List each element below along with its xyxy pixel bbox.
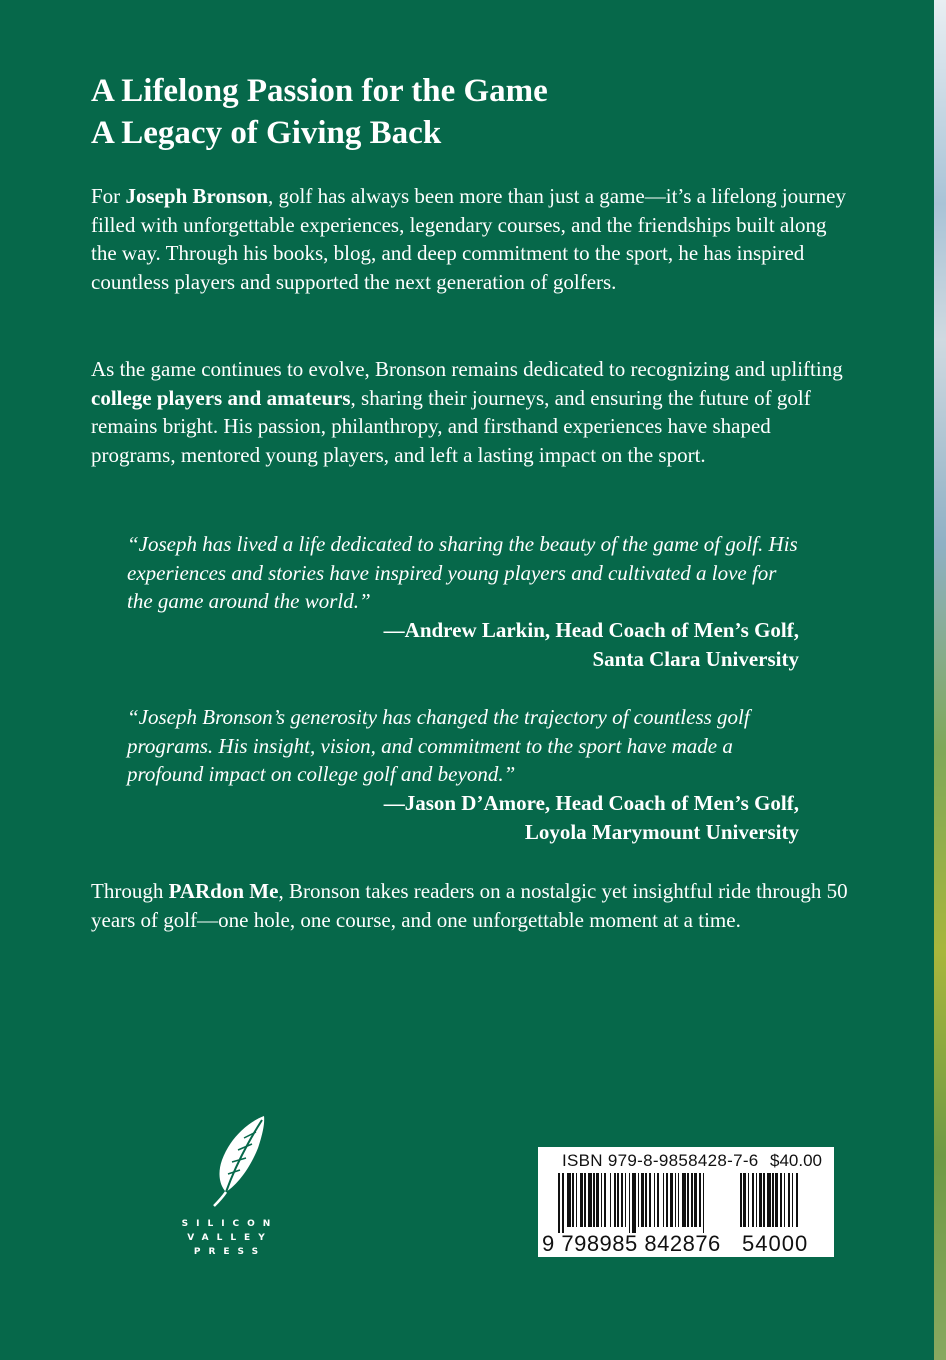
publisher-name-line-3: PRESS — [193, 1247, 267, 1257]
front-cover-edge-photo — [934, 0, 946, 1360]
barcode-bar — [604, 1173, 606, 1227]
barcode-bar — [792, 1173, 793, 1227]
barcode-bar — [654, 1173, 655, 1227]
barcode-bar — [767, 1173, 771, 1227]
book-title: PARdon Me — [168, 879, 279, 903]
barcode-bar — [649, 1173, 651, 1227]
barcode-bar — [694, 1173, 697, 1227]
barcode-bar — [629, 1173, 630, 1233]
testimonial-larkin — [127, 530, 807, 674]
barcode-bar — [748, 1173, 749, 1227]
barcode-bar — [670, 1173, 673, 1227]
ean13-bars — [558, 1173, 736, 1233]
barcode-bar — [743, 1173, 746, 1227]
barcode-bar — [780, 1173, 782, 1227]
barcode-bar — [763, 1173, 765, 1227]
barcode-bar — [657, 1173, 659, 1227]
barcode-bar — [675, 1173, 676, 1227]
legacy-paragraph: As the game continues to evolve, Bronson remains dedicated to recognizing and uplifting college players and amateurs, sharing their journeys, and ensuring the future of golf remains bright. His passion, philanthropy, and firsthand experiences have shaped programs, mentored young players, and left a lasting impact on the sport. — [91, 357, 843, 468]
barcode-bar — [641, 1173, 644, 1227]
publisher-name-line-1: SILICON — [181, 1219, 279, 1229]
barcode-bar — [588, 1173, 592, 1227]
barcode-bar — [666, 1173, 668, 1227]
barcode-bar — [614, 1173, 616, 1227]
barcode-bar — [621, 1173, 623, 1227]
barcode-bar — [601, 1173, 602, 1227]
barcode-bar — [572, 1173, 574, 1227]
barcode-bar — [562, 1173, 564, 1233]
headline-line-1: A Lifelong Passion for the Game — [91, 73, 548, 109]
barcode-bar — [625, 1173, 626, 1227]
addon-bars — [740, 1173, 824, 1233]
testimonial-attribution: —Andrew Larkin, Head Coach of Men’s Golf, Santa Clara University — [383, 618, 799, 671]
publisher-name-line-2: VALLEY — [187, 1233, 273, 1243]
barcode-bar — [756, 1173, 757, 1227]
college-players-emphasis: college players and amateurs — [91, 385, 351, 410]
barcode-digits-addon: 54000 — [742, 1231, 809, 1256]
barcode-bar — [740, 1173, 742, 1227]
barcode-bar — [796, 1173, 798, 1227]
barcode-bar — [687, 1173, 689, 1227]
testimonial-attribution: —Jason D’Amore, Head Coach of Men’s Golf, Loyola Marymount University — [383, 791, 799, 844]
closing-paragraph: Through PARdon Me, Bronson takes readers on a nostalgic yet insightful ride through 50 years of golf—one hole, one course, and one unforgettable moment at a time. — [91, 879, 848, 932]
barcode-bar — [759, 1173, 762, 1227]
headline-line-2: A Legacy of Giving Back — [91, 115, 442, 151]
barcode-bar — [703, 1173, 704, 1233]
barcode-bar — [699, 1173, 701, 1227]
isbn-barcode — [538, 1147, 834, 1257]
testimonial-text: “Joseph has lived a life dedicated to sharing the beauty of the game of golf. His experiences and stories have inspired young players and cultivated a love for the game around the world.” — [127, 532, 798, 614]
barcode-bar — [580, 1173, 583, 1227]
barcode-bar — [682, 1173, 686, 1227]
barcode-bar — [558, 1173, 560, 1233]
barcode-bar — [576, 1173, 577, 1227]
barcode-bar — [567, 1173, 571, 1227]
barcode-digits-main: 9 798985 842876 — [542, 1231, 721, 1256]
barcode-bar — [593, 1173, 595, 1227]
isbn-label: ISBN 979-8-9858428-7-6 — [562, 1151, 759, 1170]
barcode-bar — [752, 1173, 754, 1227]
barcode-bar — [632, 1173, 636, 1233]
barcode-bar — [645, 1173, 647, 1227]
barcode-bar — [638, 1173, 639, 1227]
quill-icon — [208, 1112, 268, 1208]
testimonial-text: “Joseph Bronson’s generosity has changed the trajectory of countless golf programs. His insight, vision, and commitment to the sport have made a profound impact on college golf and beyond.” — [127, 705, 750, 787]
barcode-bar — [691, 1173, 693, 1227]
barcode-bar — [596, 1173, 599, 1227]
barcode-bar — [617, 1173, 619, 1227]
testimonial-damore — [127, 703, 807, 847]
barcode-bar — [610, 1173, 611, 1227]
barcode-bar — [772, 1173, 774, 1227]
barcode-bar — [663, 1173, 664, 1227]
publisher-logo — [170, 1112, 290, 1262]
intro-paragraph: For Joseph Bronson, golf has always been more than just a game—it’s a lifelong journey filled with unforgettable experiences, legendary courses, and the friendships built along the way. Through his books, blog, and deep commitment to the sport, he has inspired countless players and supported the next generation of golfers. — [91, 184, 846, 295]
barcode-bar — [788, 1173, 790, 1227]
barcode-bar — [784, 1173, 785, 1227]
author-name: Joseph Bronson — [125, 184, 269, 208]
barcode-bar — [584, 1173, 586, 1227]
headline — [91, 70, 548, 154]
price-label: $40.00 — [770, 1151, 822, 1170]
barcode-bar — [775, 1173, 778, 1227]
barcode-bar — [678, 1173, 679, 1227]
